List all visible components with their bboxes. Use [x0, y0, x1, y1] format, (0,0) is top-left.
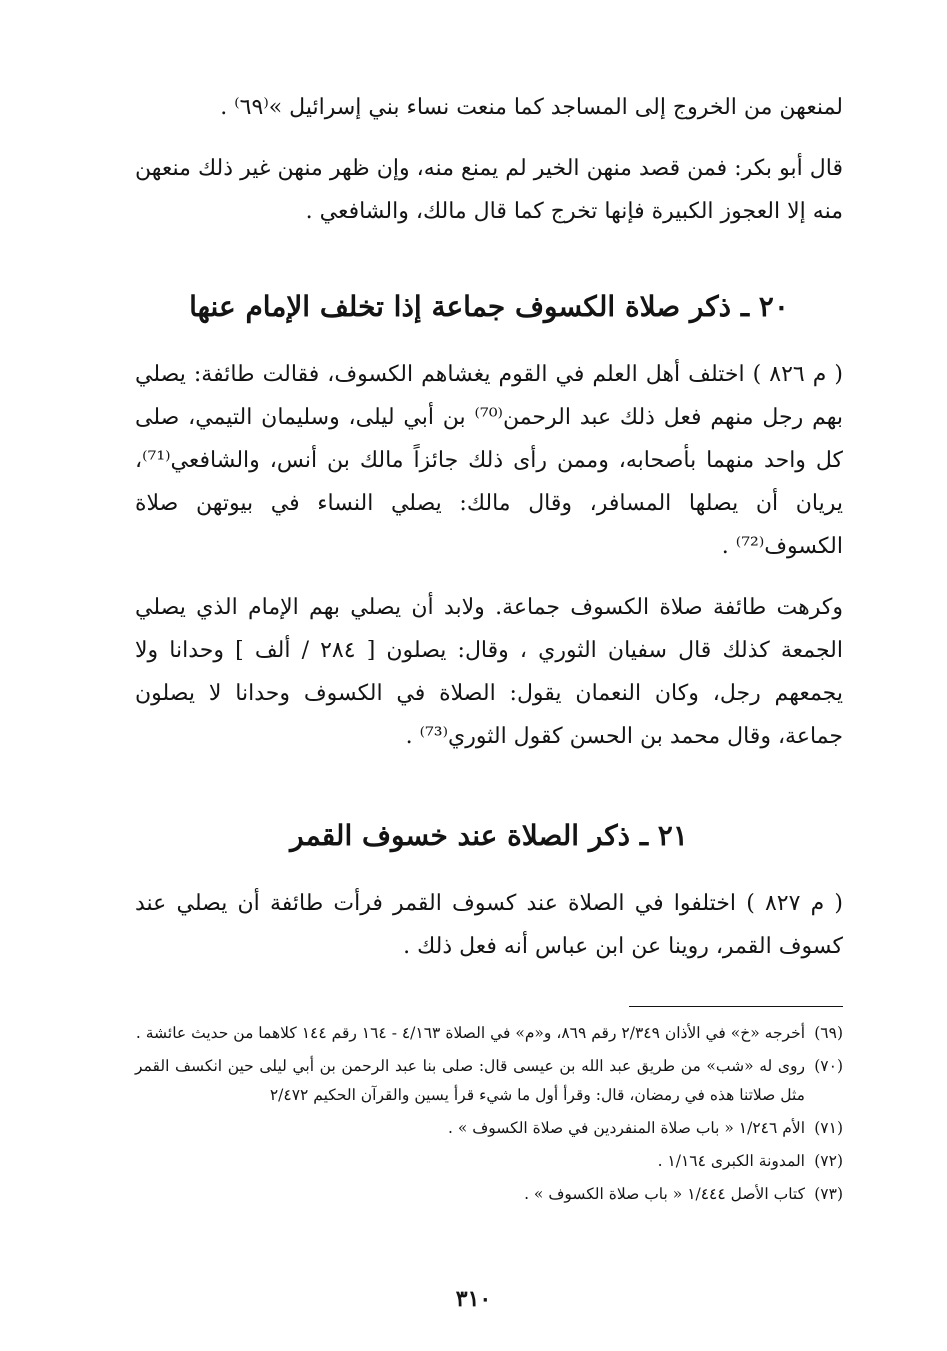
- footnote-text: أخرجه «خ» في الأذان ٢/٣٤٩ رقم ٨٦٩، و«م» في الصلاة ٤/١٦٣ - ١٦٤ رقم ١٤٤ كلاهما من حديث عائشة .: [135, 1024, 805, 1042]
- paragraph-1: لمنعهن من الخروج إلى المساجد كما منعت نساء بني إسرائيل »⁽٦٩⁾ .: [220, 95, 843, 120]
- footnote-text: الأم ١/٢٤٦ « باب صلاة المنفردين في صلاة الكسوف » .: [447, 1119, 805, 1137]
- paragraph-5: ( م ٨٢٧ ) اختلفوا في الصلاة عند كسوف القمر فرأت طائفة أن يصلي عند كسوف القمر، روينا عن ابن عباس أنه فعل ذلك .: [135, 891, 843, 959]
- section-heading-21: ٢١ ـ ذكر الصلاة عند خسوف القمر: [290, 819, 688, 852]
- footnote-text: كتاب الأصل ١/٤٤٤ « باب صلاة الكسوف » .: [524, 1185, 805, 1203]
- footnote-divider: [629, 1006, 843, 1007]
- footnote-70: [135, 1052, 843, 1110]
- paragraph-4: وكرهت طائفة صلاة الكسوف جماعة. ولابد أن يصلي بهم الإمام الذي يصلي الجمعة كذلك قال سفيان الثوري ، وقال: يصلون [ ٢٨٤ / ألف ] وحدانا ولا يجمعهم رجل، وكان النعمان يقول: الصلاة في الكسوف وحدانا لا يصلون جماعة، وقال محمد بن الحسن كقول الثوري⁽⁷³⁾ .: [135, 595, 843, 749]
- footnote-71: [135, 1114, 843, 1143]
- section-heading-20: ٢٠ ـ ذكر صلاة الكسوف جماعة إذا تخلف الإمام عنها: [189, 290, 789, 323]
- footnote-text: روى له «شب» من طريق عبد الله بن عيسى قال: صلى بنا عبد الرحمن بن أبي ليلى حين انكسف القمر مثل صلاتنا هذه في رمضان، قال: وقرأ أول ما شيء قرأ يسين والقرآن الحكيم ٢/٤٧٢: [135, 1057, 805, 1104]
- footnote-73: [135, 1180, 843, 1209]
- page-number: ٣١٠: [455, 1286, 492, 1312]
- footnote-number: (٧٠): [814, 1057, 843, 1075]
- footnote-number: (٧٢): [814, 1152, 843, 1170]
- paragraph-3: ( م ٨٢٦ ) اختلف أهل العلم في القوم يغشاهم الكسوف، فقالت طائفة: يصلي بهم رجل منهم فعل ذلك عبد الرحمن⁽⁷⁰⁾ بن أبي ليلى، وسليمان التيمي، صلى كل واحد منهما بأصحابه، وممن رأى ذلك جائزاً مالك بن أنس، والشافعي⁽⁷¹⁾، يريان أن يصلها المسافر، وقال مالك: يصلي النساء في بيوتهن صلاة الكسوف⁽⁷²⁾ .: [135, 362, 843, 559]
- footnote-number: (٧١): [814, 1119, 843, 1137]
- footnote-text: المدونة الكبرى ١/١٦٤ .: [657, 1152, 805, 1170]
- paragraph-2: قال أبو بكر: فمن قصد منهن الخير لم يمنع منه، وإن ظهر منهن غير ذلك منعهن منه إلا العجوز الكبيرة فإنها تخرج كما قال مالك، والشافعي .: [135, 156, 843, 224]
- footnote-number: (٦٩): [814, 1024, 843, 1042]
- footnote-69: [135, 1019, 843, 1048]
- footnote-number: (٧٣): [814, 1185, 843, 1203]
- page-content: [135, 86, 843, 1209]
- footnote-72: [135, 1147, 843, 1176]
